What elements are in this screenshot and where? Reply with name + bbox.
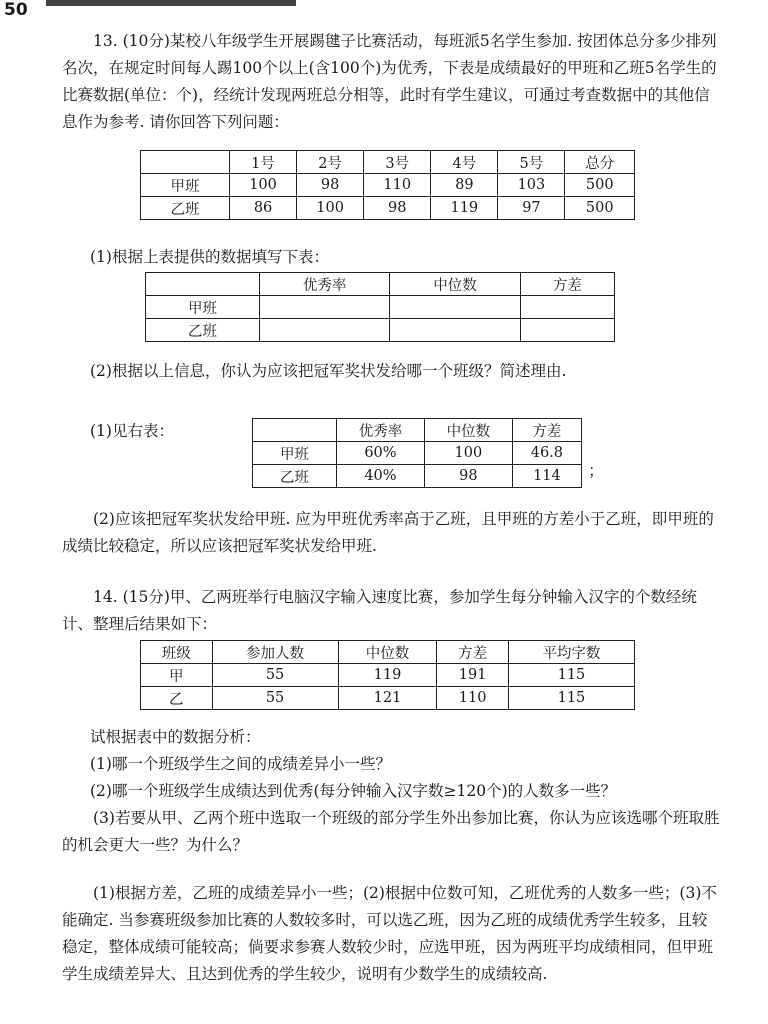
q13-answer2: (2)应该把冠军奖状发给甲班. 应为甲班优秀率高于乙班，且甲班的方差小于乙班，即甲班的成绩比较稳定，所以应该把冠军奖状发给甲班. bbox=[62, 510, 714, 555]
table-cell bbox=[390, 319, 520, 342]
q14-answer: (1)根据方差，乙班的成绩差异小一些；(2)根据中位数可知，乙班优秀的人数多一些；(3)不能确定. 当参赛班级参加比赛的人数较多时，可以选乙班，因为乙班的成绩优秀学生较多，且较稳定，整体成绩可能较高；倘要求参赛人数较少时，应选甲班，因为两班平均成绩相同，但甲班学生成绩差异大、且达到优秀的学生较少，说明有少数学生的成绩较高. bbox=[62, 884, 717, 983]
table-cell: 119 bbox=[431, 197, 498, 220]
table-row bbox=[141, 687, 635, 710]
q14-stem-block bbox=[62, 584, 722, 638]
table-header-cell: 中位数 bbox=[338, 641, 437, 664]
table-cell: 甲班 bbox=[253, 442, 337, 465]
table-cell: 191 bbox=[437, 664, 509, 687]
table-cell: 100 bbox=[424, 442, 512, 465]
table-cell: 110 bbox=[364, 174, 431, 197]
q13-stem-block bbox=[62, 28, 722, 136]
table-cell: 114 bbox=[512, 465, 581, 488]
q13-data-table bbox=[140, 150, 635, 220]
table-header-cell: 优秀率 bbox=[337, 419, 425, 442]
table-cell bbox=[260, 296, 390, 319]
table-header-cell: 4号 bbox=[431, 151, 498, 174]
table-cell: 103 bbox=[498, 174, 565, 197]
table-cell: 乙班 bbox=[146, 319, 260, 342]
table-cell: 121 bbox=[338, 687, 437, 710]
table-row bbox=[141, 664, 635, 687]
header-band bbox=[46, 0, 296, 6]
table-cell: 55 bbox=[212, 664, 338, 687]
q14-table bbox=[140, 640, 635, 710]
table-header-row bbox=[141, 641, 635, 664]
q14-answer-block bbox=[62, 880, 722, 988]
table-header-cell: 5号 bbox=[498, 151, 565, 174]
q14-stem: 14. (15分)甲、乙两班举行电脑汉字输入速度比赛，参加学生每分钟输入汉字的个数经统计、整理后结果如下： bbox=[62, 588, 697, 633]
q13-part2: (2)根据以上信息，你认为应该把冠军奖状发给哪一个班级？简述理由. bbox=[90, 362, 567, 380]
table-header-cell: 2号 bbox=[297, 151, 364, 174]
table-header-cell: 班级 bbox=[141, 641, 213, 664]
table-cell: 55 bbox=[212, 687, 338, 710]
table-cell bbox=[520, 296, 614, 319]
q13-blank-table bbox=[145, 272, 615, 342]
table-cell: 500 bbox=[565, 174, 635, 197]
table-cell: 乙班 bbox=[141, 197, 230, 220]
table-cell: 乙班 bbox=[253, 465, 337, 488]
q14-q3-block bbox=[62, 805, 722, 859]
table-header-cell: 中位数 bbox=[390, 273, 520, 296]
table-header-row bbox=[146, 273, 615, 296]
table-header-cell: 方差 bbox=[520, 273, 614, 296]
table-header-cell: 方差 bbox=[512, 419, 581, 442]
table-header-cell: 平均字数 bbox=[508, 641, 634, 664]
table-cell: 98 bbox=[364, 197, 431, 220]
table-cell bbox=[260, 319, 390, 342]
q14-q2: (2)哪一个班级学生成绩达到优秀(每分钟输入汉字数≥120个)的人数多一些？ bbox=[90, 782, 617, 800]
table-cell: 98 bbox=[424, 465, 512, 488]
q13-answer2-block bbox=[62, 506, 722, 560]
table-cell: 甲班 bbox=[146, 296, 260, 319]
table-row bbox=[146, 319, 615, 342]
page-number: 50 bbox=[4, 0, 28, 20]
table-header-cell bbox=[141, 151, 230, 174]
table-cell: 86 bbox=[230, 197, 297, 220]
table-header-cell bbox=[253, 419, 337, 442]
table-header-cell: 1号 bbox=[230, 151, 297, 174]
table-header-cell: 3号 bbox=[364, 151, 431, 174]
table-cell: 乙 bbox=[141, 687, 213, 710]
table-cell: 100 bbox=[230, 174, 297, 197]
table-row bbox=[141, 197, 635, 220]
table-cell: 89 bbox=[431, 174, 498, 197]
q13-answer1: (1)见右表： bbox=[90, 422, 174, 440]
table-row bbox=[253, 465, 582, 488]
table-row bbox=[253, 442, 582, 465]
table-cell: 60% bbox=[337, 442, 425, 465]
table-cell: 115 bbox=[508, 687, 634, 710]
table-cell: 甲班 bbox=[141, 174, 230, 197]
q14-q3: (3)若要从甲、乙两个班中选取一个班级的部分学生外出参加比赛，你认为应该选哪个班取胜的机会更大一些？为什么？ bbox=[62, 809, 720, 854]
table-header-cell bbox=[146, 273, 260, 296]
table-cell: 97 bbox=[498, 197, 565, 220]
table-cell: 115 bbox=[508, 664, 634, 687]
table-cell: 110 bbox=[437, 687, 509, 710]
q13-part1: (1)根据上表提供的数据填写下表： bbox=[90, 248, 329, 266]
table-header-cell: 优秀率 bbox=[260, 273, 390, 296]
q13-answer-table bbox=[252, 418, 582, 488]
table-header-row bbox=[141, 151, 635, 174]
table-cell: 98 bbox=[297, 174, 364, 197]
table-cell: 119 bbox=[338, 664, 437, 687]
table-cell: 40% bbox=[337, 465, 425, 488]
table-cell bbox=[390, 296, 520, 319]
table-cell: 100 bbox=[297, 197, 364, 220]
table-header-row bbox=[253, 419, 582, 442]
table-row bbox=[141, 174, 635, 197]
table-row bbox=[146, 296, 615, 319]
table-header-cell: 方差 bbox=[437, 641, 509, 664]
table-header-cell: 参加人数 bbox=[212, 641, 338, 664]
table-cell: 500 bbox=[565, 197, 635, 220]
q13-stem: 13. (10分)某校八年级学生开展踢毽子比赛活动，每班派5名学生参加. 按团体总分多少排列名次，在规定时间每人踢100个以上(含100个)为优秀，下表是成绩最好的甲班和乙班5名学生的比赛数据(单位：个)，经统计发现两班总分相等，此时有学生建议，可通过考查数据中的其他信息作为参考. 请你回答下列问题： bbox=[62, 32, 717, 131]
table-header-cell: 中位数 bbox=[424, 419, 512, 442]
table-cell bbox=[520, 319, 614, 342]
answer-semicolon: ； bbox=[588, 461, 605, 480]
table-cell: 甲 bbox=[141, 664, 213, 687]
q14-q1: (1)哪一个班级学生之间的成绩差异小一些？ bbox=[90, 755, 391, 773]
q14-intro: 试根据表中的数据分析： bbox=[90, 728, 261, 746]
table-cell: 46.8 bbox=[512, 442, 581, 465]
table-header-cell: 总分 bbox=[565, 151, 635, 174]
